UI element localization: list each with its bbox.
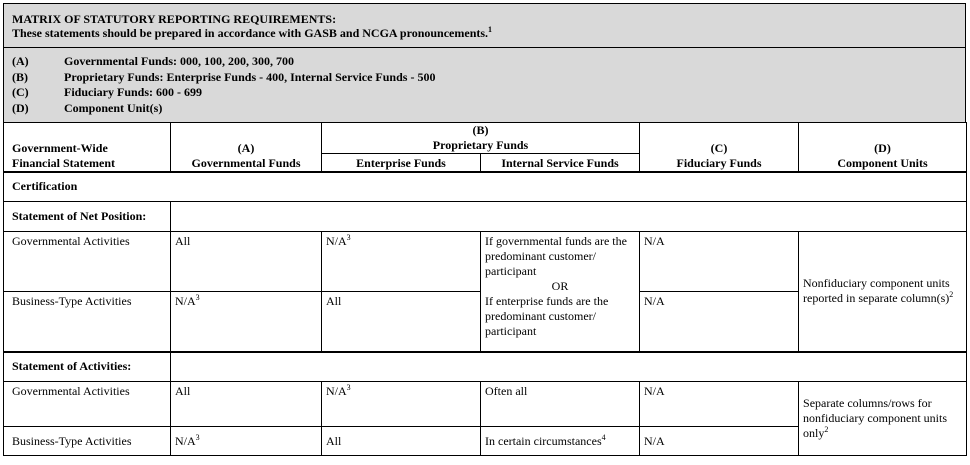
footnote-ref: 3 [195, 293, 200, 302]
table-row [4, 382, 967, 427]
footnote-ref: 3 [346, 383, 351, 392]
footnote-ref: 2 [824, 425, 829, 434]
footnote-ref: 3 [195, 433, 200, 442]
footnote-ref: 1 [488, 25, 493, 34]
section-title: Certification [4, 172, 967, 202]
footnote-ref: 2 [949, 290, 954, 300]
component-units-activities-cell: Separate columns/rows for nonfiduciary component units only$^2$ [799, 382, 967, 456]
cell-value: All [322, 427, 481, 456]
cell-value: N/A [640, 382, 799, 427]
fund-legend-item: (A) Governmental Funds: 000, 100, 200, 300, 700 [12, 54, 295, 68]
cell-value: $N/A^3$ [322, 382, 481, 427]
requirements-table [3, 122, 967, 456]
header-title-block [4, 4, 965, 48]
table-header-row [4, 123, 967, 154]
cell-value: $N/A^3$ [171, 292, 322, 352]
cell-value: $N/A^3$ [171, 427, 322, 456]
footnote-ref: 4 [601, 433, 606, 442]
section-title: Statement of Net Position: [4, 202, 171, 232]
matrix-title: MATRIX OF STATUTORY REPORTING REQUIREMENTS: [12, 12, 337, 26]
column-header-fiduciary: (C) Fiduciary Funds [640, 123, 799, 172]
fund-legend-item: (D) Component Unit(s) [12, 100, 163, 115]
cell-value: N/A [640, 427, 799, 456]
matrix-header [3, 3, 966, 123]
column-header-component-units: (D) Component Units [799, 123, 967, 172]
column-header-proprietary: (B) Proprietary Funds [322, 123, 640, 154]
cell-value: All [171, 232, 322, 292]
column-header-enterprise: Enterprise Funds [322, 154, 481, 172]
column-header-governmental: (A) Governmental Funds [171, 123, 322, 172]
internal-service-net-position-cell: If governmental funds are the predominant customer/ participant OR If enterprise funds are the predominant customer/ participant [481, 232, 640, 352]
section-row-net-position [4, 202, 967, 232]
fund-legend-item: (B) Proprietary Funds: Enterprise Funds - 400, Internal Service Funds - 500 [12, 69, 436, 84]
cell-value: N/A [640, 232, 799, 292]
fund-legend [4, 48, 965, 122]
fund-legend-item: (C) Fiduciary Funds: 600 - 699 [12, 85, 203, 99]
column-header-government-wide: Government-Wide Financial Statement [4, 123, 171, 172]
footnote-ref: 3 [346, 233, 351, 242]
column-header-internal-service: Internal Service Funds [481, 154, 640, 172]
row-label: Governmental Activities [4, 382, 171, 427]
cell-value: Often all [481, 382, 640, 427]
section-title: Statement of Activities: [4, 352, 171, 382]
component-units-net-position-cell: Nonfiduciary component units reported in separate $column(s)^2$ [799, 232, 967, 352]
cell-value: $N/A^3$ [322, 232, 481, 292]
cell-value: In certain circumstances$^4$ [481, 427, 640, 456]
cell-value: All [171, 382, 322, 427]
row-label: Business-Type Activities [4, 427, 171, 456]
cell-value: All [322, 292, 481, 352]
section-row-certification [4, 172, 967, 202]
row-label: Governmental Activities [4, 232, 171, 292]
section-row-activities [4, 352, 967, 382]
matrix-subtitle: These statements should be prepared in accordance with GASB and NCGA pronouncements.$^1$ [12, 25, 493, 40]
row-label: Business-Type Activities [4, 292, 171, 352]
table-row [4, 232, 967, 292]
cell-value: N/A [640, 292, 799, 352]
